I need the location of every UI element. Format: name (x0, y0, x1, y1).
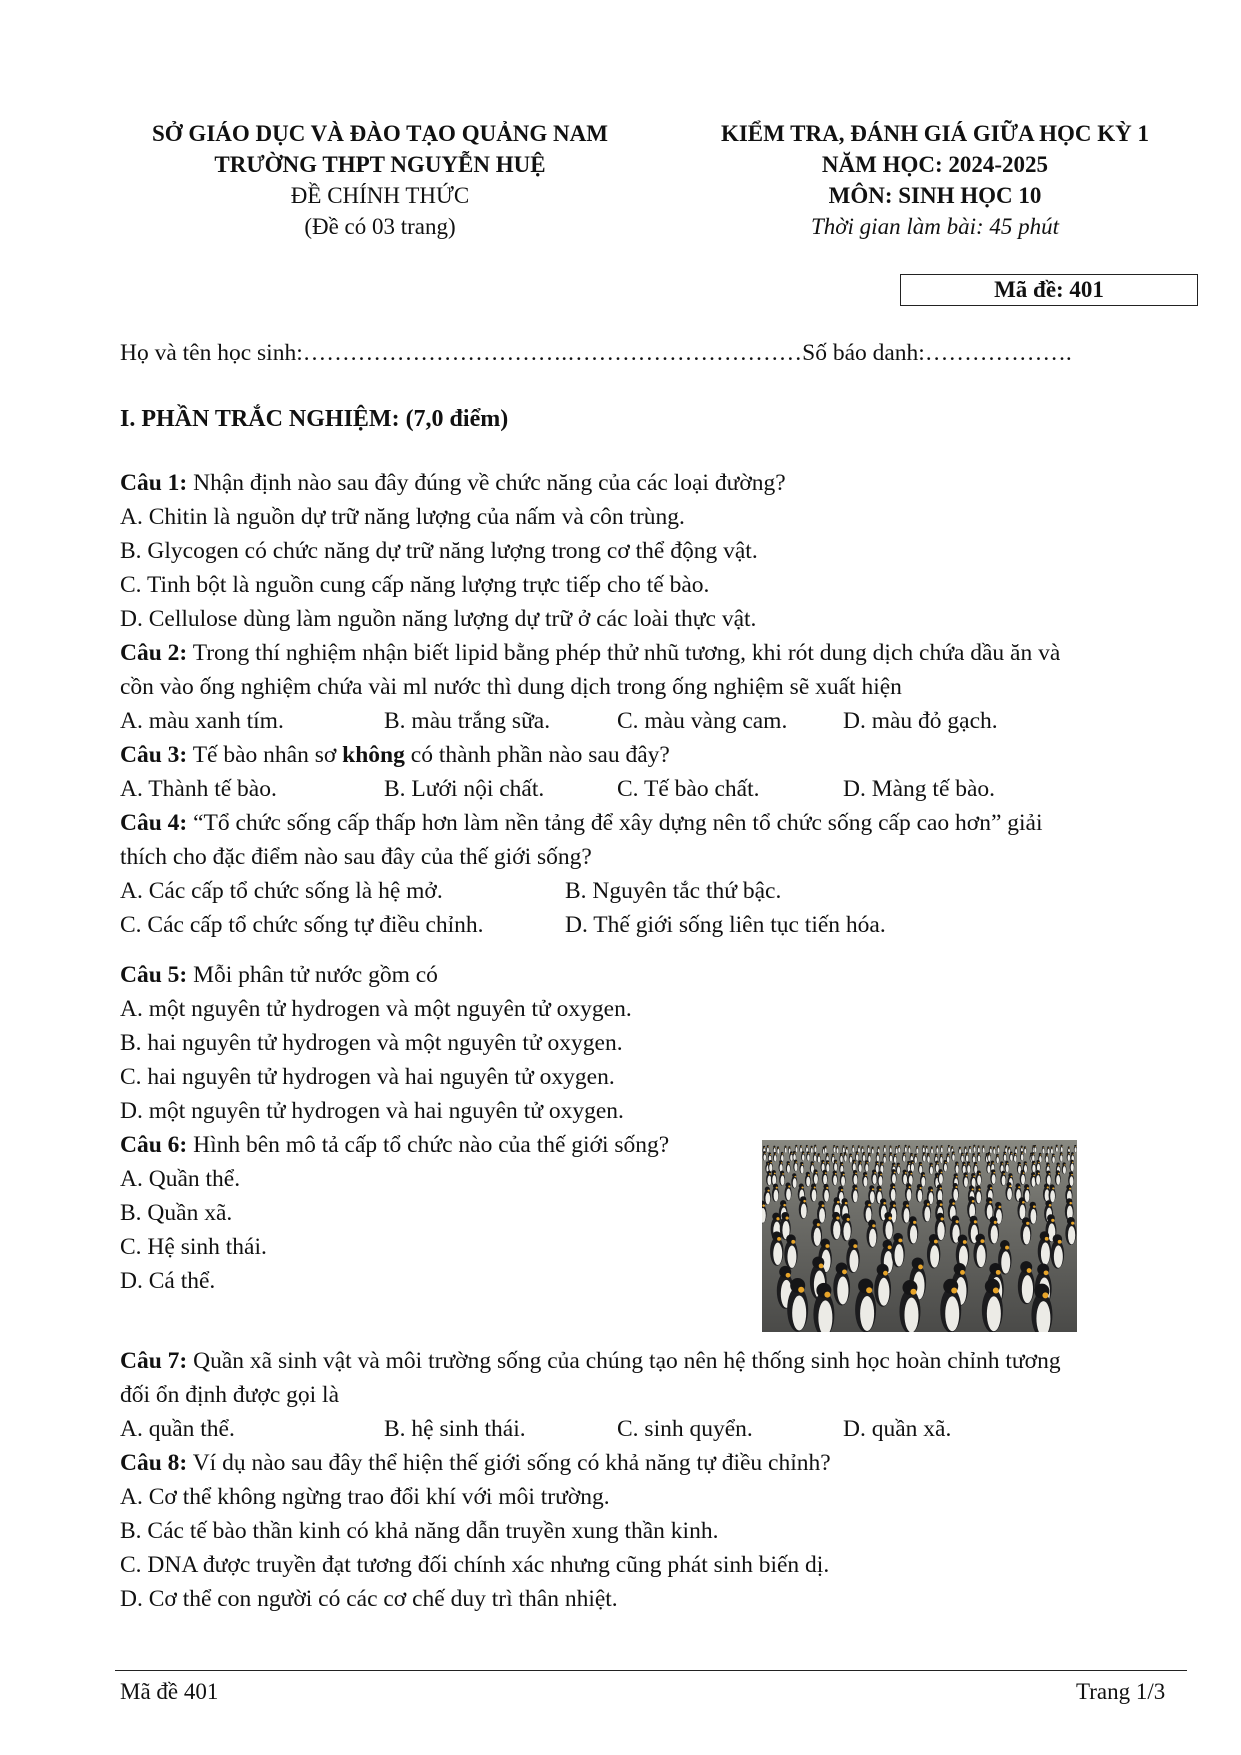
penguin (905, 1183, 912, 1201)
question-7-text-2: đối ổn định được gọi là (120, 1382, 340, 1408)
penguin (926, 1153, 930, 1163)
penguin (777, 1146, 780, 1154)
question-4-option-b: B. Nguyên tắc thứ bậc. (565, 878, 782, 904)
penguin (883, 1212, 894, 1240)
penguin (1045, 1153, 1049, 1163)
penguin (1005, 1182, 1012, 1200)
penguin (811, 1219, 822, 1247)
penguin (773, 1152, 777, 1162)
penguin (799, 1196, 808, 1219)
penguin (814, 1145, 817, 1153)
penguin (851, 1184, 858, 1202)
penguin (1051, 1234, 1064, 1268)
penguin (768, 1160, 773, 1172)
penguin (982, 1145, 985, 1153)
penguin (843, 1152, 847, 1162)
penguin (889, 1145, 892, 1153)
question-6 (120, 1130, 669, 1160)
penguin (806, 1151, 810, 1161)
penguin (1068, 1171, 1074, 1186)
penguin (795, 1145, 798, 1153)
penguin (1003, 1151, 1007, 1161)
penguin (1020, 1217, 1031, 1245)
time-limit: Thời gian làm bài: 45 phút (810, 214, 1060, 239)
penguin (1013, 1152, 1017, 1162)
penguin (976, 1170, 982, 1185)
footer-divider (115, 1670, 1187, 1671)
question-5-text: Mỗi phân tử nước gồm có (187, 962, 438, 988)
penguin (799, 1162, 804, 1174)
penguin (784, 1145, 787, 1153)
penguin (899, 1280, 920, 1332)
question-8-label: Câu 8: (120, 1450, 188, 1476)
penguin (779, 1171, 785, 1186)
penguin (1070, 1160, 1075, 1172)
penguin (973, 1145, 976, 1153)
penguin (1024, 1146, 1027, 1154)
question-5 (120, 960, 438, 990)
penguin (824, 1146, 827, 1154)
penguin (1005, 1161, 1010, 1173)
penguin (952, 1183, 959, 1201)
penguin (791, 1173, 797, 1188)
penguin (930, 1146, 933, 1154)
penguin (929, 1163, 934, 1175)
penguin (1020, 1170, 1026, 1185)
penguin (852, 1145, 855, 1153)
penguin (852, 1160, 857, 1172)
penguin (1055, 1145, 1058, 1153)
penguin (1031, 1284, 1052, 1332)
question-6-option-b: B. Quần xã. (120, 1200, 233, 1226)
subject: MÔN: SINH HỌC 10 (828, 183, 1042, 208)
penguin (866, 1220, 877, 1248)
penguin (799, 1145, 802, 1153)
official-label: ĐỀ CHÍNH THỨC (290, 183, 470, 208)
penguin (877, 1171, 883, 1186)
question-8-option-b: B. Các tế bào thần kinh có khả năng dẫn truyền xung thần kinh. (120, 1518, 719, 1544)
question-3-option-b: B. Lưới nội chất. (384, 776, 545, 802)
penguin (907, 1216, 918, 1244)
penguin (893, 1153, 897, 1163)
penguin (840, 1171, 846, 1186)
penguin (896, 1163, 901, 1175)
question-6-option-c: C. Hệ sinh thái. (120, 1234, 267, 1260)
footer-exam-code: Mã đề 401 (120, 1679, 219, 1704)
penguin (867, 1153, 871, 1163)
section-title: I. PHẦN TRẮC NGHIỆM: (7,0 điểm) (120, 406, 509, 432)
penguin (1000, 1171, 1006, 1186)
penguin (1049, 1184, 1056, 1202)
penguin (849, 1153, 853, 1163)
penguin (910, 1160, 915, 1172)
penguin (855, 1278, 876, 1332)
question-7-option-c: C. sinh quyển. (617, 1416, 753, 1442)
penguin (968, 1146, 971, 1154)
question-5-option-c: C. hai nguyên tử hydrogen và hai nguyên tử oxygen. (120, 1064, 615, 1090)
penguin (822, 1170, 828, 1185)
page-count: (Đề có 03 trang) (304, 214, 456, 239)
penguin (1042, 1146, 1045, 1154)
penguin (1009, 1151, 1013, 1161)
penguin (1062, 1162, 1067, 1174)
penguin (813, 1152, 817, 1162)
question-8-text: Ví dụ nào sau đây thể hiện thế giới sống có khả năng tự điều chỉnh? (187, 1450, 831, 1476)
question-8-option-c: C. DNA được truyền đạt tương đối chính xác nhưng cũng phát sinh biến dị. (120, 1552, 830, 1578)
penguin (889, 1183, 896, 1201)
penguin (1020, 1151, 1024, 1161)
penguin (895, 1146, 898, 1154)
penguin (1035, 1170, 1041, 1185)
penguin (864, 1160, 869, 1172)
penguin (987, 1152, 991, 1162)
penguin (773, 1146, 776, 1154)
penguin (898, 1145, 901, 1153)
penguin (922, 1145, 925, 1153)
penguin (982, 1279, 1003, 1332)
penguin (864, 1200, 873, 1223)
question-3-option-c: C. Tế bào chất. (617, 776, 760, 802)
penguin (867, 1145, 870, 1153)
footer-page-number: Trang 1/3 (1076, 1679, 1166, 1704)
penguin (902, 1152, 906, 1162)
penguin (784, 1234, 797, 1268)
penguin (1060, 1145, 1063, 1153)
penguin (997, 1145, 1000, 1153)
penguin (940, 1145, 943, 1153)
question-5-option-d: D. một nguyên tử hydrogen và hai nguyên tử oxygen. (120, 1098, 624, 1124)
question-6-option-d: D. Cá thể. (120, 1268, 216, 1294)
question-4-text-2: thích cho đặc điểm nào sau đây của thế giới sống? (120, 844, 592, 870)
question-8-option-a: A. Cơ thể không ngừng trao đổi khí với môi trường. (120, 1484, 610, 1510)
penguin (842, 1145, 845, 1153)
penguin (784, 1183, 791, 1201)
penguin (951, 1151, 955, 1161)
penguin (891, 1233, 904, 1267)
penguin (817, 1153, 821, 1163)
penguin (908, 1145, 911, 1153)
question-2-label: Câu 2: (120, 640, 188, 666)
penguin (977, 1152, 981, 1162)
question-7-option-a: A. quần thể. (120, 1416, 235, 1442)
penguin (810, 1146, 813, 1154)
penguin (962, 1162, 967, 1174)
question-7-label: Câu 7: (120, 1348, 188, 1374)
penguin (841, 1213, 852, 1241)
penguin (922, 1152, 926, 1162)
penguin (871, 1170, 877, 1185)
question-2-option-b: B. màu trắng sữa. (384, 708, 551, 734)
question-2 (120, 638, 1060, 668)
penguin (904, 1145, 907, 1153)
penguin (988, 1216, 999, 1244)
penguin (938, 1169, 944, 1184)
penguin (1034, 1145, 1037, 1153)
exam-code-box: Mã đề: 401 (900, 274, 1198, 306)
question-3-text-bold: không (342, 742, 405, 768)
school-name: TRƯỜNG THPT NGUYỄN HUỆ (214, 152, 546, 177)
penguin (1050, 1146, 1053, 1154)
penguin (1031, 1161, 1036, 1173)
question-1-text: Nhận định nào sau đây đúng về chức năng của các loại đường? (187, 470, 786, 496)
school-year: NĂM HỌC: 2024-2025 (821, 152, 1049, 177)
penguin (975, 1186, 982, 1204)
question-2-text-1: Trong thí nghiệm nhận biết lipid bằng phép thử nhũ tương, khi rót dung dịch chứa dầu ăn và (187, 640, 1061, 666)
penguin (914, 1154, 918, 1164)
penguin (874, 1264, 891, 1307)
penguin (1045, 1171, 1051, 1186)
exam-title: KIỂM TRA, ĐÁNH GIÁ GIỮA HỌC KỲ 1 (720, 121, 1150, 146)
penguin (871, 1147, 874, 1155)
penguin (967, 1196, 976, 1219)
question-4-option-a: A. Các cấp tổ chức sống là hệ mở. (120, 878, 443, 904)
penguin (1055, 1170, 1061, 1185)
penguin (902, 1170, 908, 1185)
penguin (936, 1145, 939, 1153)
penguin (883, 1145, 886, 1153)
question-1-option-d: D. Cellulose dùng làm nguồn năng lượng dự trữ ở các loài thực vật. (120, 606, 757, 632)
question-3-text-pre: Tế bào nhân sơ (187, 742, 343, 768)
penguin (1031, 1152, 1035, 1162)
question-5-label: Câu 5: (120, 962, 188, 988)
penguin (770, 1231, 783, 1265)
penguin (852, 1170, 858, 1185)
penguin (943, 1160, 948, 1172)
penguin (793, 1160, 798, 1172)
penguin (833, 1160, 838, 1172)
question-1-option-b: B. Glycogen có chức năng dự trữ năng lượng trong cơ thể động vật. (120, 538, 758, 564)
question-4 (120, 808, 1043, 838)
penguin (1059, 1152, 1063, 1162)
penguin (966, 1161, 971, 1173)
penguin (977, 1145, 980, 1153)
penguin (780, 1152, 784, 1162)
question-1 (120, 468, 786, 498)
penguin (973, 1234, 986, 1268)
penguin (858, 1160, 863, 1172)
penguin (1018, 1261, 1035, 1304)
penguin (766, 1145, 769, 1153)
penguin (833, 1262, 850, 1305)
penguin (831, 1212, 842, 1240)
question-6-label: Câu 6: (120, 1132, 188, 1158)
header-right (695, 118, 1175, 242)
penguin (972, 1153, 976, 1163)
question-4-option-d: D. Thế giới sống liên tục tiến hóa. (565, 912, 886, 938)
penguin (922, 1199, 931, 1222)
penguin (883, 1153, 887, 1163)
penguin (1017, 1197, 1026, 1220)
penguin (1038, 1231, 1051, 1265)
penguin (813, 1283, 834, 1332)
question-4-option-c: C. Các cấp tổ chức sống tự điều chỉnh. (120, 912, 484, 938)
question-6-option-a: A. Quần thể. (120, 1166, 241, 1192)
question-7-text-1: Quần xã sinh vật và môi trường sống của chúng tạo nên hệ thống sinh học hoàn chỉnh tương (187, 1348, 1061, 1374)
question-3-label: Câu 3: (120, 742, 188, 768)
question-8 (120, 1448, 831, 1478)
student-info-line: Họ và tên học sinh:…………………………….…………………………Số báo danh:………………. (120, 340, 1072, 366)
penguin (836, 1146, 839, 1154)
question-8-option-d: D. Cơ thể con người có các cơ chế duy trì thân nhiệt. (120, 1586, 618, 1612)
penguin (862, 1152, 866, 1162)
penguin (985, 1197, 994, 1220)
penguin (1051, 1153, 1055, 1163)
question-7-option-d: D. quần xã. (843, 1416, 952, 1442)
penguin (1074, 1145, 1077, 1153)
question-5-option-a: A. một nguyên tử hydrogen và một nguyên tử oxygen. (120, 996, 632, 1022)
penguin-colony-image (762, 1140, 1077, 1332)
penguin (916, 1184, 923, 1202)
penguin (963, 1172, 969, 1187)
penguin (1065, 1217, 1076, 1245)
penguin (876, 1152, 880, 1162)
penguin (925, 1146, 928, 1154)
question-3-text-post: có thành phần nào sau đây? (404, 742, 670, 768)
penguin (822, 1184, 829, 1202)
penguin (990, 1169, 996, 1184)
penguin (939, 1154, 943, 1164)
penguin (889, 1152, 893, 1162)
penguin (813, 1169, 819, 1184)
question-2-option-d: D. màu đỏ gạch. (843, 708, 998, 734)
penguin (940, 1279, 961, 1332)
penguin (846, 1239, 859, 1273)
penguin (787, 1278, 808, 1332)
question-3 (120, 740, 670, 770)
question-1-option-a: A. Chitin là nguồn dự trữ năng lượng của nấm và côn trùng. (120, 504, 685, 530)
penguin (763, 1151, 767, 1161)
header-left (120, 118, 640, 242)
question-2-text-2: cồn vào ống nghiệm chứa vài ml nước thì dung dịch trong ống nghiệm sẽ xuất hiện (120, 674, 902, 700)
penguin (778, 1160, 783, 1172)
penguin (960, 1153, 964, 1163)
penguin (772, 1184, 779, 1202)
penguin (832, 1170, 838, 1185)
question-2-option-c: C. màu vàng cam. (617, 708, 788, 734)
penguin (965, 1152, 969, 1162)
penguin (855, 1151, 859, 1161)
penguin (805, 1145, 808, 1153)
penguin (958, 1147, 961, 1155)
question-2-option-a: A. màu xanh tím. (120, 708, 284, 734)
question-4-label: Câu 4: (120, 810, 188, 836)
question-1-label: Câu 1: (120, 470, 188, 496)
penguin (833, 1145, 836, 1153)
question-3-option-d: D. Màng tế bào. (843, 776, 996, 802)
penguin (1036, 1160, 1041, 1172)
question-7-option-b: B. hệ sinh thái. (384, 1416, 526, 1442)
penguin (792, 1151, 796, 1161)
penguin (786, 1161, 791, 1173)
penguin (993, 1147, 996, 1155)
penguin (810, 1183, 817, 1201)
question-3-option-a: A. Thành tế bào. (120, 776, 277, 802)
question-5-option-b: B. hai nguyên tử hydrogen và một nguyên tử oxygen. (120, 1030, 623, 1056)
penguin (771, 1170, 777, 1185)
question-6-text: Hình bên mô tả cấp tổ chức nào của thế giới sống? (187, 1132, 670, 1158)
question-7 (120, 1346, 1061, 1376)
department-name: SỞ GIÁO DỤC VÀ ĐÀO TẠO QUẢNG NAM (152, 121, 608, 146)
penguin (801, 1151, 805, 1161)
penguin (996, 1154, 1000, 1164)
question-1-option-c: C. Tinh bột là nguồn cung cấp năng lượng trực tiếp cho tế bào. (120, 572, 710, 598)
penguin (947, 1145, 950, 1153)
penguin (862, 1172, 868, 1187)
penguin (916, 1146, 919, 1154)
penguin (1047, 1146, 1050, 1154)
penguin (805, 1172, 811, 1187)
penguin (891, 1169, 897, 1184)
penguin (954, 1162, 959, 1174)
penguin (918, 1162, 923, 1174)
penguin (927, 1234, 940, 1268)
penguin (839, 1153, 843, 1163)
penguin (1067, 1152, 1071, 1162)
penguin-colony-illustration (762, 1140, 1077, 1332)
question-4-text-1: “Tổ chức sống cấp thấp hơn làm nền tảng để xây dựng nên tổ chức sống cấp cao hơn” giải (187, 810, 1043, 836)
